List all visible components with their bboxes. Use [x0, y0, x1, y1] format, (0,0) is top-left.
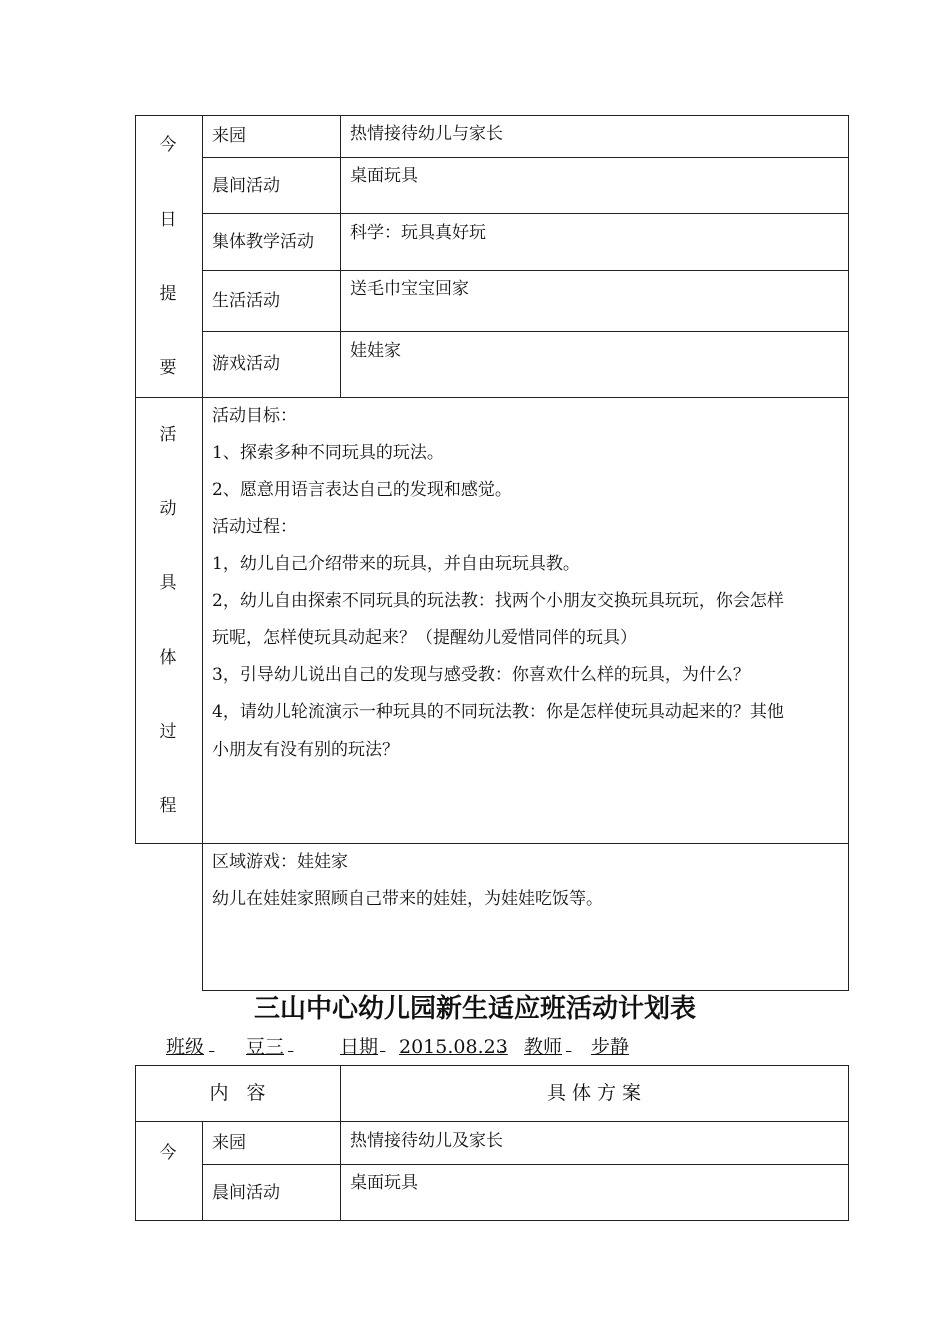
date-value: 2015.08.23 [399, 1036, 508, 1058]
row-label: 晨间活动 [212, 176, 280, 196]
area-game-line: 幼儿在娃娃家照顾自己带来的娃娃，为娃娃吃饭等。 [212, 889, 603, 909]
row-content: 桌面玩具 [350, 1173, 418, 1193]
page-title: 三山中心幼儿园新生适应班活动计划表 [253, 994, 696, 1024]
row-label: 来园 [212, 126, 246, 146]
date-label: 日期 [340, 1036, 379, 1058]
process-line: 4，请幼儿轮流演示一种玩具的不同玩法教：你是怎样使玩具动起来的？其他 [212, 702, 784, 722]
underline-spacer [380, 1035, 400, 1059]
row-content: 热情接待幼儿及家长 [350, 1131, 503, 1151]
process-line: 活动过程： [212, 517, 297, 537]
process-line: 2，幼儿自由探索不同玩具的玩法教：找两个小朋友交换玩具玩玩，你会怎样 [212, 591, 784, 611]
process-line: 小朋友有没有别的玩法？ [212, 740, 399, 760]
teacher-label: 教师 [524, 1036, 563, 1058]
teacher-value: 步静 [591, 1036, 630, 1058]
process-line: 玩呢，怎样使玩具动起来？（提醒幼儿爱惜同伴的玩具） [212, 628, 637, 648]
section-label-char: 今 [159, 135, 177, 155]
header-content: 内 容 [209, 1082, 266, 1104]
class-label: 班级 [166, 1036, 205, 1058]
process-line: 1，幼儿自己介绍带来的玩具，并自由玩玩具教。 [212, 554, 580, 574]
row-content: 热情接待幼儿与家长 [350, 124, 503, 144]
underline-spacer [500, 1035, 526, 1059]
row-label: 生活活动 [212, 291, 280, 311]
row-label: 来园 [212, 1133, 246, 1153]
class-value: 豆三 [246, 1036, 285, 1058]
row-label: 游戏活动 [212, 354, 280, 374]
area-game-line: 区域游戏：娃娃家 [212, 852, 348, 872]
section-label-char: 提 [159, 284, 177, 304]
header-plan: 具 体 方 案 [546, 1082, 642, 1104]
row-label: 集体教学活动 [212, 232, 314, 252]
section-label-char: 体 [159, 648, 177, 668]
underline-spacer [288, 1035, 340, 1059]
section-label-char: 具 [159, 573, 177, 593]
section-label-char: 活 [159, 425, 177, 445]
section-label-char: 日 [159, 210, 177, 230]
section-label-char: 动 [159, 499, 177, 519]
row-label: 晨间活动 [212, 1183, 280, 1203]
row-content: 送毛巾宝宝回家 [350, 279, 469, 299]
row-content: 科学：玩具真好玩 [350, 223, 486, 243]
underline-spacer [566, 1035, 592, 1059]
section-label-char: 要 [159, 358, 177, 378]
section-label-char: 程 [159, 796, 177, 816]
process-line: 活动目标： [212, 406, 297, 426]
underline-spacer [209, 1035, 251, 1059]
process-line: 2、愿意用语言表达自己的发现和感觉。 [212, 480, 512, 500]
process-line: 1、探索多种不同玩具的玩法。 [212, 443, 444, 463]
process-line: 3，引导幼儿说出自己的发现与感受教：你喜欢什么样的玩具，为什么？ [212, 665, 750, 685]
section-label-char: 今 [159, 1143, 177, 1163]
row-content: 桌面玩具 [350, 166, 418, 186]
row-content: 娃娃家 [350, 341, 401, 361]
section-label-char: 过 [159, 722, 177, 742]
